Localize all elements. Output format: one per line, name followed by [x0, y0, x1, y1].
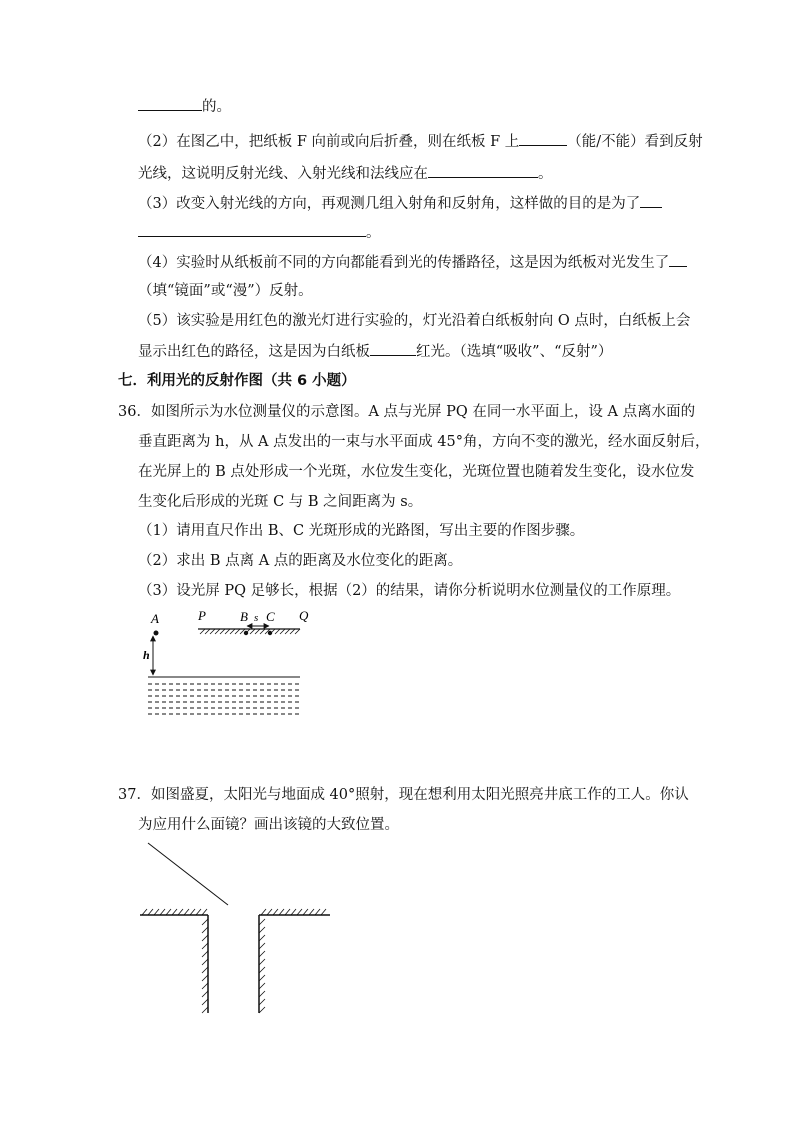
label-h: h	[143, 648, 150, 662]
question-part-2: （2）在图乙中，把纸板 F 向前或向后折叠，则在纸板 F 上 （能/不能）看到反射	[138, 131, 703, 151]
line-blank-end: 的。	[138, 96, 231, 116]
question-37-line-1: 37．如图盛夏，太阳光与地面成 40°照射，现在想利用太阳光照亮井底工作的工人。你认	[118, 787, 689, 803]
question-36-line-4: 生变化后形成的光斑 C 与 B 之间距离为 s。	[138, 494, 423, 510]
question-36-sub-3: （3）设光屏 PQ 足够长，根据（2）的结果，请你分析说明水位测量仪的工作原理。	[138, 583, 681, 599]
question-36-line-3: 在光屏上的 B 点处形成一个光斑，水位发生变化，光斑位置也随着发生变化，设水位发	[138, 464, 695, 480]
question-36-sub-2: （2）求出 B 点离 A 点的距离及水位变化的距离。	[138, 553, 463, 569]
label-c: C	[266, 609, 275, 624]
label-s: s	[254, 612, 259, 624]
sun-ray	[148, 843, 228, 905]
question-part-5-cont: 显示出红色的路径，这是因为白纸板 红光。（选填“吸收”、“反射”）	[138, 341, 612, 361]
section-heading: 七．利用光的反射作图（共 6 小题）	[118, 373, 356, 389]
question-36-line-1: 36．如图所示为水位测量仪的示意图。A 点与光屏 PQ 在同一水平面上，设 A 点离水面的	[118, 404, 696, 420]
question-part-2-cont: 光线，这说明反射光线、入射光线和法线应在 。	[138, 163, 553, 183]
label-a: A	[151, 611, 159, 626]
question-36-sub-1: （1）请用直尺作出 B、C 光斑形成的光路图，写出主要的作图步骤。	[138, 523, 585, 539]
question-part-3: （3）改变入射光线的方向，再观测几组入射角和反射角，这样做的目的是为了	[138, 193, 662, 213]
question-37-line-2: 为应用什么面镜？画出该镜的大致位置。	[138, 817, 399, 833]
question-36-line-2: 垂直距离为 h，从 A 点发出的一束与水平面成 45°角，方向不变的激光，经水面反射后，	[138, 434, 710, 450]
question-part-4: （4）实验时从纸板前不同的方向都能看到光的传播路径，这是因为纸板对光发生了	[138, 252, 687, 272]
label-p: P	[198, 608, 206, 623]
question-part-3-cont: 。	[138, 222, 381, 242]
question-part-5: （5）该实验是用红色的激光灯进行实验的，灯光沿着白纸板射向 O 点时，白纸板上会	[138, 313, 691, 329]
right-ground	[259, 909, 330, 1013]
question-part-4-cont: （填“镜面”或“漫”）反射。	[138, 283, 313, 299]
left-ground	[140, 909, 208, 1013]
label-b: B	[240, 609, 248, 624]
label-q: Q	[299, 608, 309, 623]
